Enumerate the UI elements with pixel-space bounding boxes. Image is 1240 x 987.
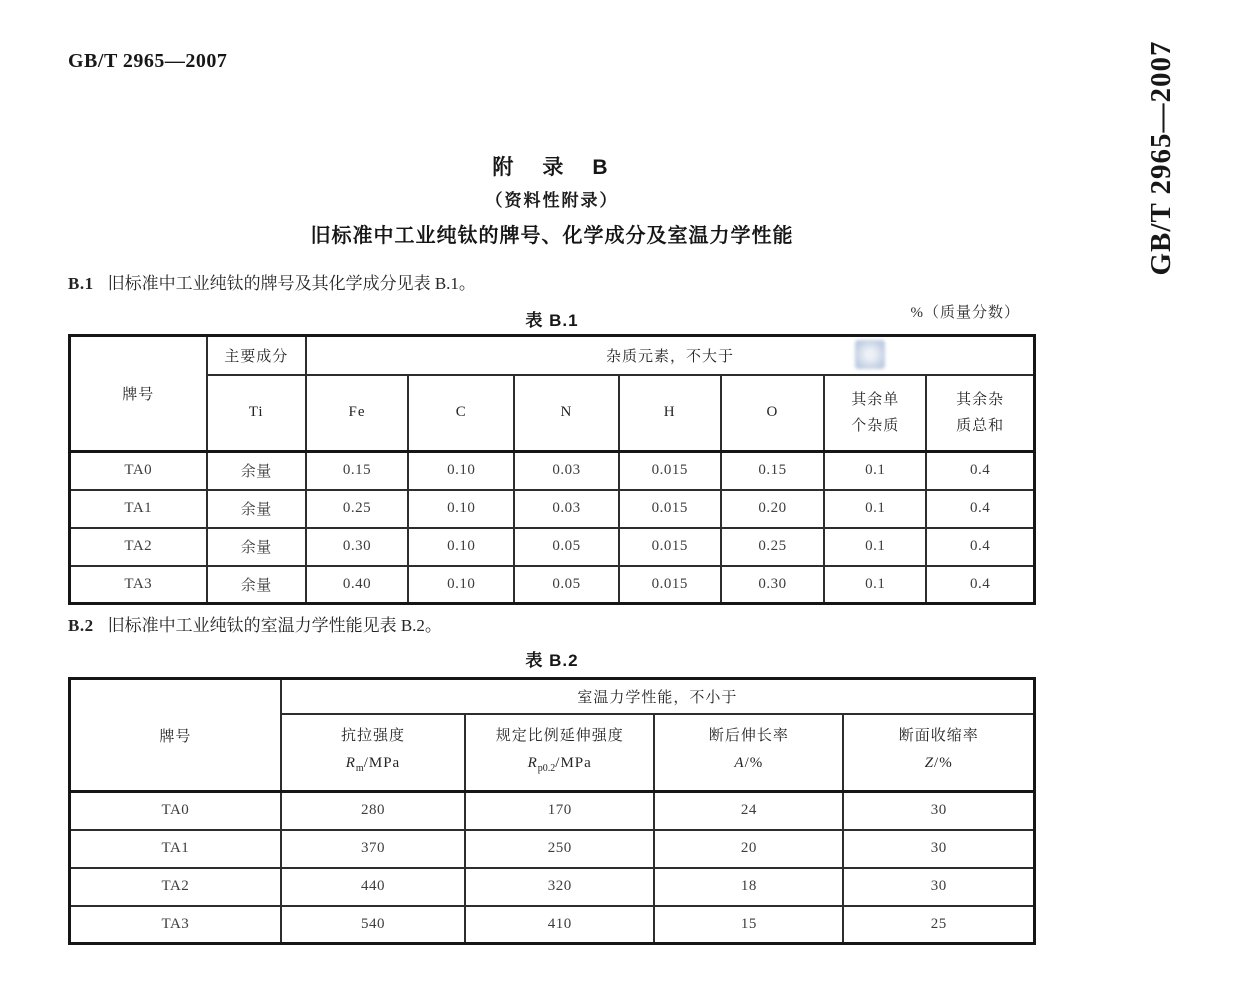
- cell-value: 0.25: [306, 490, 408, 528]
- header-main-component: 主要成分: [207, 336, 306, 375]
- header-proof-strength: [465, 714, 654, 792]
- header-other-total: [926, 375, 1034, 452]
- header-grade: 牌号: [70, 679, 281, 792]
- cell-value: 0.015: [619, 566, 721, 604]
- cell-value: 30: [843, 792, 1034, 830]
- table-b2: [68, 677, 1036, 945]
- table-b2-caption: 表 B.2: [525, 651, 579, 670]
- standard-number-side-vertical: GB/T 2965—2007: [1145, 40, 1177, 276]
- cell-value: 0.15: [306, 452, 408, 490]
- standard-number-header: GB/T 2965—2007: [68, 50, 228, 72]
- header-other-single: [824, 375, 926, 452]
- table-row: [70, 566, 1035, 604]
- table-b1: [68, 334, 1036, 605]
- cell-value: 0.15: [721, 452, 824, 490]
- cell-value: 0.10: [408, 528, 514, 566]
- cell-value: 250: [465, 830, 654, 868]
- cell-value: 0.40: [306, 566, 408, 604]
- cell-value: 0.015: [619, 528, 721, 566]
- section-b1-label: B.1: [68, 274, 94, 293]
- cell-value: 0.05: [514, 528, 618, 566]
- scan-artifact-blob: [855, 340, 885, 369]
- cell-value: 0.20: [721, 490, 824, 528]
- symbol-italic: R: [345, 754, 356, 771]
- symbol-italic: Z: [924, 754, 935, 771]
- table-b1-header-row-2: [70, 375, 1035, 452]
- cell-value: 0.1: [824, 452, 926, 490]
- cell-value: 30: [843, 868, 1034, 906]
- cell-value: 170: [465, 792, 654, 830]
- header-grade: 牌号: [70, 336, 207, 452]
- section-b1-paragraph: [68, 269, 1036, 294]
- header-reduction-of-area: [843, 714, 1034, 792]
- header-col-title: 断后伸长率: [708, 727, 789, 744]
- cell-value: 0.25: [721, 528, 824, 566]
- header-tensile-strength: [281, 714, 465, 792]
- cell-value: 0.30: [306, 528, 408, 566]
- table-row: [70, 490, 1035, 528]
- symbol-unit: /%: [934, 754, 953, 771]
- header-perf-title: 室温力学性能，不小于: [281, 679, 1035, 714]
- cell-grade: TA2: [70, 528, 207, 566]
- header-o: O: [721, 375, 824, 452]
- cell-value: 440: [281, 868, 465, 906]
- header-col-symbol: [284, 750, 462, 782]
- appendix-title: 附 录 B: [492, 156, 612, 179]
- cell-value: 30: [843, 830, 1034, 868]
- cell-grade: TA1: [70, 490, 207, 528]
- cell-value: 280: [281, 792, 465, 830]
- cell-value: 0.03: [514, 490, 618, 528]
- header-col-title: 断面收缩率: [898, 727, 979, 744]
- cell-value: 0.10: [408, 490, 514, 528]
- symbol-subscript: p0.2: [537, 762, 556, 774]
- cell-grade: TA2: [70, 868, 281, 906]
- cell-value: 0.4: [926, 452, 1034, 490]
- symbol-unit: /MPa: [555, 754, 592, 771]
- header-col-title: 抗拉强度: [340, 727, 405, 744]
- section-b2-paragraph: [68, 611, 1036, 636]
- section-b2-text: 旧标准中工业纯钛的室温力学性能见表 B.2。: [107, 616, 442, 635]
- cell-value: 0.4: [926, 566, 1034, 604]
- cell-value: 320: [465, 868, 654, 906]
- cell-value: 0.10: [408, 452, 514, 490]
- cell-value: 410: [465, 906, 654, 944]
- header-col-title: 规定比例延伸强度: [495, 727, 624, 744]
- header-other-total-line2: 质总和: [956, 417, 1005, 434]
- cell-value: 0.10: [408, 566, 514, 604]
- cell-value: 0.1: [824, 528, 926, 566]
- header-h: H: [619, 375, 721, 452]
- cell-value: 25: [843, 906, 1034, 944]
- cell-value: 0.30: [721, 566, 824, 604]
- header-col-symbol: [846, 750, 1031, 782]
- appendix-subtitle: （资料性附录）: [485, 191, 619, 210]
- cell-value: 0.05: [514, 566, 618, 604]
- cell-grade: TA3: [70, 566, 207, 604]
- table-b1-caption: 表 B.1: [525, 311, 579, 330]
- cell-value: 20: [654, 830, 843, 868]
- header-col-symbol: [657, 750, 840, 782]
- table-row: [70, 792, 1035, 830]
- header-other-single-line2: 个杂质: [851, 417, 900, 434]
- table-row: [70, 906, 1035, 944]
- header-n: N: [514, 375, 618, 452]
- symbol-subscript: m: [355, 762, 364, 774]
- cell-ti: 余量: [207, 566, 306, 604]
- header-impurities-title: 杂质元素，不大于: [306, 336, 1035, 375]
- cell-value: 0.4: [926, 528, 1034, 566]
- header-other-single-line1: 其余单: [851, 391, 900, 408]
- cell-value: 18: [654, 868, 843, 906]
- header-c: C: [408, 375, 514, 452]
- symbol-italic: A: [734, 754, 745, 771]
- cell-value: 15: [654, 906, 843, 944]
- header-other-total-line1: 其余杂: [956, 391, 1005, 408]
- section-b2-label: B.2: [68, 616, 94, 635]
- cell-value: 0.4: [926, 490, 1034, 528]
- symbol-unit: /%: [744, 754, 764, 771]
- table-b1-unit-note: %（质量分数）: [910, 305, 1020, 321]
- table-row: [70, 528, 1035, 566]
- cell-value: 24: [654, 792, 843, 830]
- header-col-symbol: [468, 750, 651, 782]
- section-b1-text: 旧标准中工业纯钛的牌号及其化学成分见表 B.1。: [107, 274, 476, 293]
- symbol-italic: R: [527, 754, 538, 771]
- cell-ti: 余量: [207, 452, 306, 490]
- header-fe: Fe: [306, 375, 408, 452]
- table-row: [70, 830, 1035, 868]
- cell-grade: TA0: [70, 452, 207, 490]
- cell-value: 0.1: [824, 490, 926, 528]
- symbol-unit: /MPa: [363, 754, 401, 771]
- cell-value: 0.015: [619, 490, 721, 528]
- cell-ti: 余量: [207, 528, 306, 566]
- table-b1-header-row-1: [70, 336, 1035, 375]
- cell-value: 540: [281, 906, 465, 944]
- cell-grade: TA1: [70, 830, 281, 868]
- header-ti: Ti: [207, 375, 306, 452]
- cell-ti: 余量: [207, 490, 306, 528]
- table-b2-header-row-1: [70, 679, 1035, 714]
- cell-value: 370: [281, 830, 465, 868]
- cell-value: 0.03: [514, 452, 618, 490]
- table-row: [70, 868, 1035, 906]
- cell-grade: TA0: [70, 792, 281, 830]
- cell-grade: TA3: [70, 906, 281, 944]
- cell-value: 0.015: [619, 452, 721, 490]
- header-elongation: [654, 714, 843, 792]
- table-row: [70, 452, 1035, 490]
- cell-value: 0.1: [824, 566, 926, 604]
- appendix-heading: 旧标准中工业纯钛的牌号、化学成分及室温力学性能: [310, 225, 794, 247]
